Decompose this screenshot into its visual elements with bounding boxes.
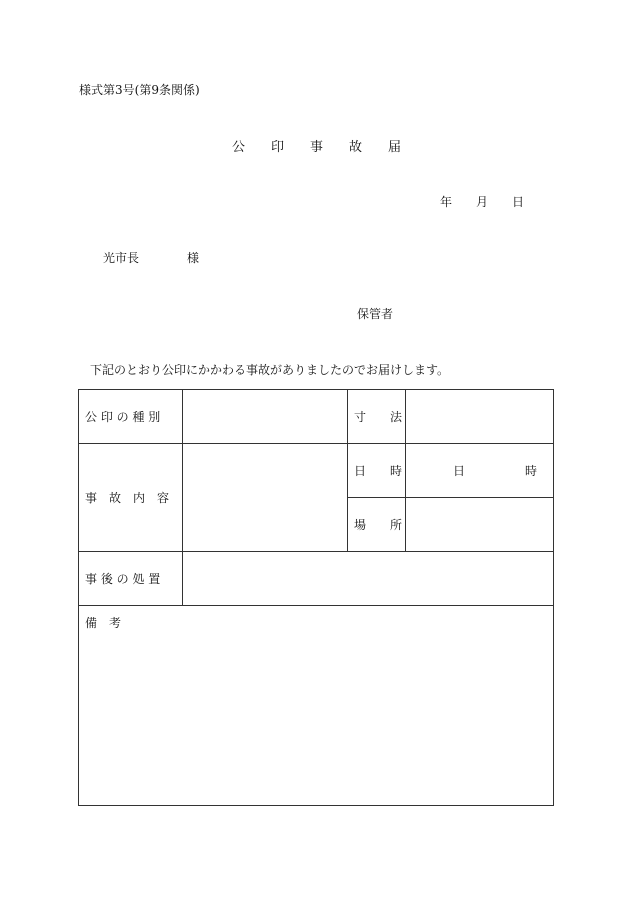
holder-label: 保管者 xyxy=(357,307,394,321)
incident-report-table xyxy=(78,389,554,806)
remarks-field[interactable] xyxy=(79,606,554,806)
datetime-label: 日 時 xyxy=(348,444,406,498)
remarks-label: 備 考 xyxy=(85,616,122,630)
incident-field[interactable] xyxy=(183,444,348,552)
page-title: 公 印 事 故 届 xyxy=(232,140,402,155)
seal-type-label: 公 印 の 種 別 xyxy=(79,390,183,444)
place-label: 場 所 xyxy=(348,498,406,552)
addressee: 光市長 様 xyxy=(103,251,200,265)
form-number: 様式第3号(第9条関係) xyxy=(79,83,200,97)
intro-text: 下記のとおり公印にかかわる事故がありましたのでお届けします。 xyxy=(90,363,450,377)
datetime-field[interactable]: 日 時 xyxy=(406,444,554,498)
size-label: 寸 法 xyxy=(348,390,406,444)
date-line: 年 月 日 xyxy=(440,195,525,209)
seal-type-field[interactable] xyxy=(183,390,348,444)
aftermath-label: 事 後 の 処 置 xyxy=(79,552,183,606)
size-field[interactable] xyxy=(406,390,554,444)
place-field[interactable] xyxy=(406,498,554,552)
aftermath-field[interactable] xyxy=(183,552,554,606)
incident-label: 事 故 内 容 xyxy=(79,444,183,552)
